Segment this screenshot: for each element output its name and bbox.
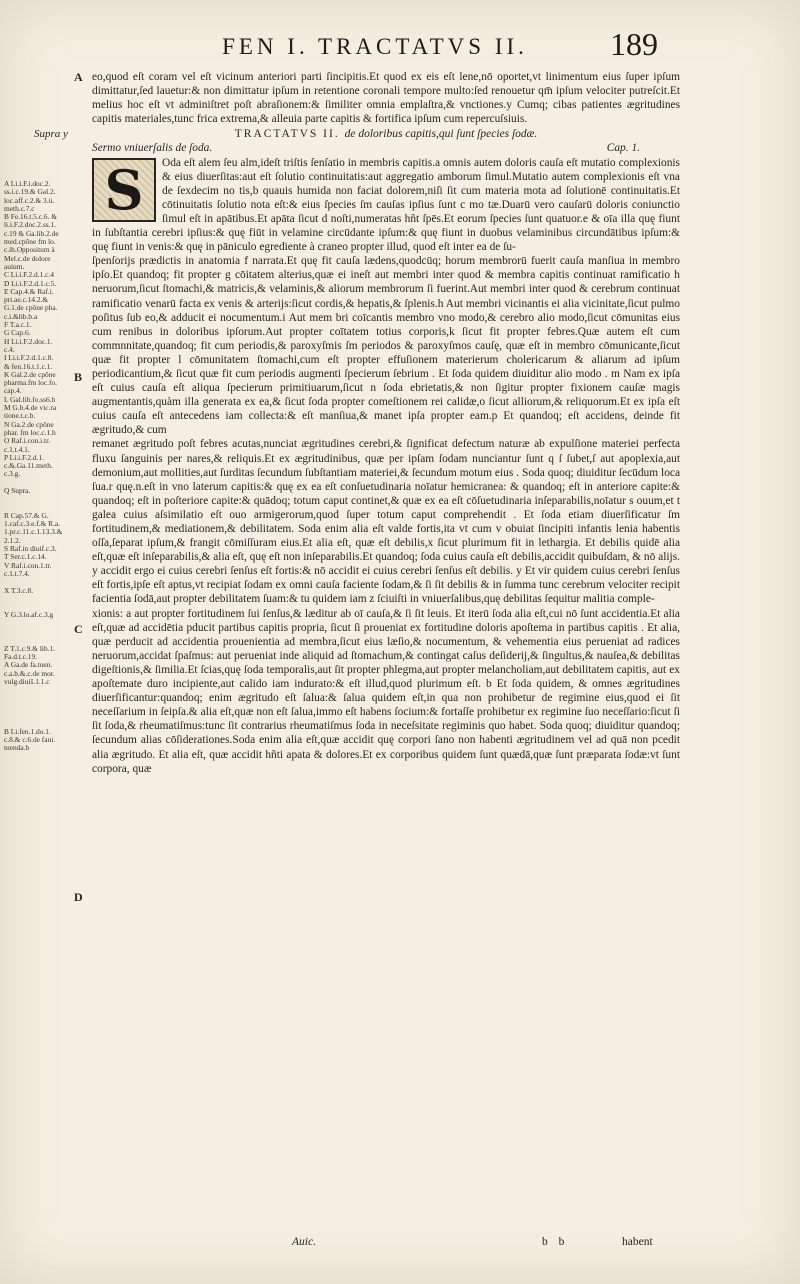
margin-note: Mel.c.de dolore [4, 253, 51, 263]
running-head: FEN I. TRACTATVS II. [222, 34, 528, 59]
margin-note: I Li.i.F.2.d.1.c.8. [4, 353, 54, 363]
margin-note: X T.3.c.8. [4, 585, 34, 595]
margin-note: tione.t.c.b. [4, 411, 36, 421]
margin-note [4, 495, 70, 503]
margin-supra: Supra y [34, 128, 68, 140]
tractatus-heading [92, 127, 680, 141]
margin-note: ss.i.c.19.& Gal.2. [4, 187, 56, 197]
signature-mark: b b [542, 1236, 569, 1248]
margin-note: G.1.de cpōne pha. [4, 303, 58, 313]
section-marker-d: D [74, 890, 83, 904]
margin-note [4, 628, 70, 636]
page-number: 189 [610, 26, 658, 62]
margin-note: T Ser.c.1.c.14. [4, 552, 47, 562]
margin-note: C Li.i.F.2.d.1.c.4 [4, 270, 54, 280]
main-text [92, 70, 680, 776]
margin-note: Q Supra. [4, 485, 31, 495]
margin-note [4, 595, 70, 603]
margin-note: L Gal.lib.fo.ss6.h [4, 394, 56, 404]
margin-note: N Ga.2.de cpōne [4, 419, 54, 429]
chapter-label: Cap. 1. [606, 142, 640, 155]
margin-note: E Cap.4.& Raf.i. [4, 286, 54, 296]
margin-note: tuenda.b [4, 743, 30, 753]
margin-note: cap.4. [4, 386, 22, 396]
margin-note: loc.aff.c.2.& 3.ii. [4, 195, 55, 205]
tractatus-subtitle: de doloribus capitis,qui ſunt ſpecies ſodæ. [344, 128, 538, 141]
margin-note: A Li.i.F.i.doc.2. [4, 179, 51, 188]
paragraph-d: xionis: a aut propter fortitudinem ſui ſenſus,& læditur ab oī cauſa,& ſi ſit leuis. Et iterū ſoda alia eſt,cui nō ſunt accidentia.Et alia eſt,quæ ad accidētia pducit partibus capitis propria, ſicut ſi proueniat ex fortitudine doloris apoſtema in partibus capitis . Et alia, quæ perducit ad accidentia prouenientia ad membra,ſicut eius læſio,& nocumentum, & vehementia eius perueniat ad radices neruorum,accidat ſpaſmus: aut perueniat inde aliquid ad ſtomachum,& contingat caſus deſiderij,& ſingultus,& nauſea,& debilitas digeſtionis,& ſimilia.Et ſcias,quę ſoda temporalis,aut ſit propter phlegma,aut propter melancholiam,aut debilitatem capitis, aut ex apoſtemate duro incipiente,aut calido iam indurato:& eſt illud,quod plurimum eſt. b Et ſoda quidem, & omnes ægritudines diuerſificantur:quandoq; enim ægritudo eſt ſalua:& ſalua quidem eſt,in qua non prohibetur de regimine eius,quod ei ſit neceſſarium in ſeipſa.& alia eſt,quæ non eſt ſalua,immo eſt habens ſocium:& fortaſſe prohibetur ex regimine ſuo neceſſario:ſicut ſi ſit ſoda,& rheumatiſmus:tunc ſit contrarius rheumatiſmus ſoda in neceſsitate regiminis quo habet. Soda quoq; diuiditur quandoq; ſecundum alias cōſiderationes.Soda enim alia eſt,quæ accidit quę corpori ſano non habenti ægritudinem vel ad quā non pcedit alia ægritudo. Et alia eſt, quæ accidit hñti apata & dolores.Et ex corporibus quidem ſunt quædā,quæ ſunt præparata ſodæ:vt ſunt corpora, quæ [92, 607, 680, 775]
paragraph-s: Oda eſt alem ſeu alm,ideſt triſtis ſenſatio in membris capitis.a omnis autem doloris cauſa eſt mutatio complexionis & eius diuerſitas:aut eſt ſolutio continuitatis:aut aggregatio amborum ſimul.Mutatio autem complexionis eſt vna de ſexdecim no tis,b quauis humida non faciat dolorem,niſi ſit cum materia mota ad ſolutionē continuitatis.Et cōtinuitatis ſolutio nota eſt:& eius ſpecies ſm cauſas ipſius ſunt c mo tæ.Duarū vero cauſarū doloris coniunctio ſimul eſt in apātibus.Et apāta ſicut d noſti,numeratas hñt ſpēs.Et eorum ſpecies ſunt quatuor.e & oīa illa quę fiunt in ſubſtantia cerebri ipſius:& quę fiūt in velamine circūdante ipſum:& quę fiunt in duobus velaminibus circundātibus ipſum:& quę fiunt in venis:& quę in pāniculo egrediente à craneo propter illud, quod eſt inter ea de ſu- [92, 156, 680, 254]
margin-note: 2.1.2. [4, 535, 21, 545]
margin-note: F T.a.c.1. [4, 320, 32, 330]
margin-note [4, 686, 70, 694]
margin-note: H Li.i.F.2.doc.1. [4, 336, 53, 346]
margin-note: M G.b.4.de vic.ra [4, 403, 57, 413]
margin-note: O Raf.i.con.i.tr. [4, 436, 50, 446]
margin-note: vulg.diuiš.1.1.c [4, 676, 50, 686]
margin-note: 1.caf.c.3.e.f.& R.a. [4, 519, 61, 529]
sermo-title: Sermo vniuerſalis de ſoda. [92, 142, 213, 155]
catchword: habent [622, 1236, 653, 1248]
margin-note: B Li.fen.1.do.1. [4, 726, 51, 736]
margin-note: med.cpōne fm lo. [4, 237, 56, 247]
margin-note [4, 620, 70, 628]
paragraph-b: ſpenſorijs prædictis in anatomia f narrata.Et quę fit cauſa lædens,quodcūq; horum membrorū fuerit cauſa manſiua in membro ipſo.Et quandoq; fit propter g cōitatem alterius,quæ ei ineſt aut membri inter quod & membra capitis continuat ramificatio h neruorum,ſicut ſtomachi,& matricis,& velaminis,& aliorum membrorum ſi fuerint.Aut membri inter quod & cerebrum continuat ramificatio venarū facta ex venis & arterijs:ſicut cordis,& hepatis,& ſplenis.h Aut membri vicinantis ei alia vicinitate,ſicut pulmo poſitus ſub eo,& adducit ei nocumentum.i Aut mem bri coīcantis membro vno modo,& cerebro alio modo,ſicut cōmunitas eius cum renibus in doloribus ipſorum.Aut propter coītatem totius corporis,k ſicut fit propter febres.Quæ autem eſt cum commnnitate,quandoq; fit cum periodis,& paroxyſmis ſm periodos & paroxyſmos cauſę, quæ eſt in membro cōmunicante,ſicut quæ fit propter l cōmunitatem ſtomachi,cum eſt propter effuſionem materierum cholericarum & aliarum ad ipſum periodicantium,& ſicut quæ fit cum periodis augmenti ſpecierum ſebrium . Et ſoda quidem diuiditur alio modo . m Nam ex ipſa eſt cuius cauſa eſt aliqua ſpecierum primitiuarum,ſicut n ſoda ebrietatis,& non ſigitur propter fixionem cauſæ magis augmentantis,quàm illa generata ex ea,& ſicut ſoda propter comeſtionem rei calidæ,o ſicut alliorum,& reliquorum.Et ex ipſa eſt cuius cauſa eſt antecedens iam collecta:& eſt manſiua,& manet ipſa propter eam.p Et quandoq; eſt accidens, deinde fit ægritudo,& cum [92, 255, 680, 437]
margin-note: c.1.t.4.1. [4, 444, 30, 454]
margin-note: c.1.t.7.4. [4, 568, 30, 578]
margin-note [4, 711, 70, 719]
margin-note [4, 694, 70, 702]
paragraph-a: eo,quod eſt coram vel eſt vicinum anteriori parti ſincipitis.Et quod ex eis eſt lene,nō oportet,vt linimentum eius ſuper ipſum dimittatur,ſed lauetur:& non dimittatur ipſum in retentione coronali tempore multo:ſed renouetur qm̄ ipſum velociter putreſcit.Et melius hoc eſt vt adminiſtret poſt abraſionem:& ſimiliter omnia emplaſtra,& vnctiones.y Cumq; cibas patientes ægritudines capitis materiales,tunc frica extrema,& alleuia parte capitis & fortifica ipſum cum repercuſsiuis. [92, 71, 680, 126]
margin-note: c.4. [4, 344, 15, 354]
margin-note: c.i.&lib.b.a [4, 311, 38, 321]
margin-note: R Cap.57.& G. [4, 510, 49, 520]
margin-note: Y G.3.lo.af.c.3.g [4, 610, 54, 620]
margin-note: B Fe.16.t.5.c.6. & [4, 212, 57, 222]
margin-note: D Li.i.F.2.d.1.c.5. [4, 278, 57, 288]
footer-auic: Auic. [292, 1236, 316, 1248]
margin-note: 1.pr.c.11.c.1.13.3.& [4, 527, 63, 537]
margin-note: pharma.fm loc.fo. [4, 378, 57, 388]
margin-note: S Raf.in diuif.c.3. [4, 544, 57, 554]
margin-note [4, 703, 70, 711]
margin-note: P Li.i.F.2.d.1. [4, 452, 44, 462]
section-marker-a: A [74, 70, 83, 84]
margin-note: c.a.b.&.c.de mor. [4, 668, 55, 678]
initial-letter: S [104, 157, 144, 222]
sermo-row [92, 141, 680, 155]
margin-note: auium. [4, 261, 25, 271]
margin-note: K Gal.2.de cpōne [4, 369, 56, 379]
margin-notes [4, 180, 70, 752]
section-marker-b: B [74, 370, 83, 384]
decorated-initial [92, 158, 156, 222]
margin-note: phar. fm loc.c.1.h [4, 427, 56, 437]
margin-note: c.&.Ga.11.meth. [4, 461, 53, 471]
margin-note: meth.c.7.c [4, 203, 35, 213]
margin-note: li.i.F.2.doc.2.ss.1. [4, 220, 56, 230]
margin-note: V Raf.i.con.1.tr. [4, 560, 52, 570]
margin-note: Z T.1.c.9.& lib.1. [4, 643, 56, 653]
margin-note: & fen.16.t.1.c.1. [4, 361, 53, 371]
margin-note: c.8.& c.6.de fani. [4, 734, 56, 744]
margin-note: c.ib.Oppositum à [4, 245, 55, 255]
section-marker-c: C [74, 622, 83, 636]
tractatus-number: TRACTATVS II. [234, 128, 340, 141]
margin-note: pri.ae.c.14.2.& [4, 295, 49, 305]
paragraph-c: remanet ægritudo poſt febres acutas,nunciat ægritudines cerebri,& ſignificat defectum naturæ ab expulſione materiei perfecta fluxu ſanguinis per nares,& reliquis.Et ex ægritudinibus, quæ per ipſam ſodam nunciantur ſunt q ſ ſubet,ſ aut apoplexia,aut demonium,aut mollities,aut ſurditas ſecundum ſubſtantiam materiei,& ſecundum motum eius . Soda quoq; diuiditur ſecūdum loca ſua.r quę.n.eſt in vno laterum capitis:& quę ex ea eſt conſuetudinaria noīatur hemicranea: & quandoq; eſt in anteriore capite:& quandoq; eſt in poſteriore capite:& quādoq; totum caput continet,& quæ ex ea eſt cōſuetudinaria inſeparabilis,noīatur s ouum,et t galea cuius aſsimilatio eſt ouo armigerorum,quod ſuper totum caput comprehendit . Et ſoda etiam diuerſificatur ſm fortitudinem,& mediationem,& debilitatem. Soda enim alia eſt valde fortis,ita vt cum v obuiat ſincipiti infantis lenia habentis oſſa,ſeparat ipſum,& frangit cōmiſſuram eius.Et alia eſt, quæ eſt debilis,x ſicut plurimum fit in lethargia. Et debilis quidē alia eſt,quæ eſt inſeparabilis,& alia eſt, quę eſt non inſeparabilis.Et quandoq; ſoda cuius cauſa eſt debilis,accidit quibuſdam, & nō alijs. y accidit ergo ei cuius cerebri ſenſus eſt fortis:& nō accidit ei cuius cerebri ſenſus eſt debilis. y Et vir quidem cuius cerebri ſenſus eſt fortis,ipſe eſt aptus,vt recipiat ſodam ex omni cauſa faciente ſodam,& ſi ſit debilis & in ſumma tunc cerebrum velociter recipit facientia ſodā,aut propter debilitatem ſuam:& tu quidem iam z ſciuiſti in vniuerſalibus,quę debilitas ſequitur malitia comple- [92, 438, 680, 606]
margin-note: A Ga.de fa.tuen. [4, 660, 53, 670]
margin-note: Fa.d.t.c.19. [4, 651, 38, 661]
margin-note: G Cap.6. [4, 328, 31, 338]
margin-note: c.19 & Ga.lib.2.de [4, 228, 59, 238]
margin-note: c.3.g. [4, 469, 21, 479]
